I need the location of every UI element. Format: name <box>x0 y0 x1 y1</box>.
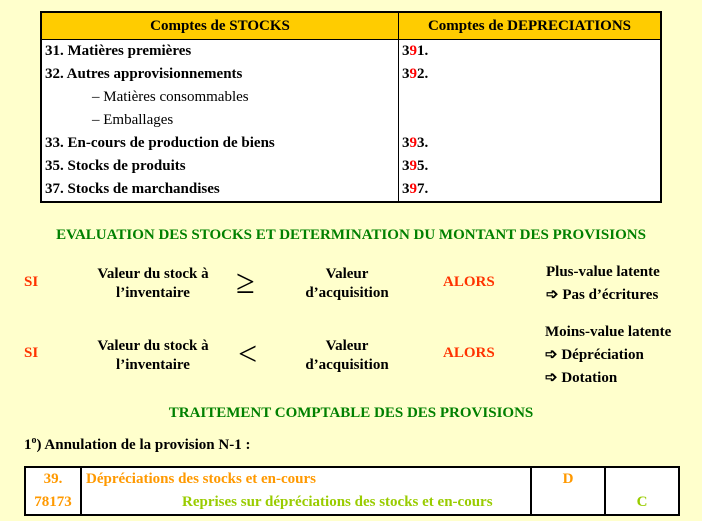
plus-value-result: Plus-value latente ➩ Pas d’écritures <box>546 264 660 303</box>
depreciation-account: 395. <box>399 155 662 178</box>
treatment-title: TRAITEMENT COMPTABLE DES DES PROVISIONS <box>168 405 534 421</box>
acquisition-value-label: Valeur d’acquisition <box>305 266 389 301</box>
greater-equal-symbol: ≥ <box>236 264 255 301</box>
entry-label: Reprises sur dépréciations des stocks et en-cours <box>81 491 531 515</box>
table-row <box>25 491 679 515</box>
debit-cell <box>531 491 605 515</box>
stock-account: 33. En-cours de production de biens <box>41 132 399 155</box>
si-label: SI <box>24 274 39 290</box>
arrow-right-icon: ➩ <box>546 287 559 303</box>
stock-value-label: Valeur du stock à l’inventaire <box>97 338 209 373</box>
depreciation-account: 391. <box>399 40 662 64</box>
alors-label: ALORS <box>443 274 495 290</box>
depreciation-account: 392. <box>399 63 662 86</box>
stock-account: 37. Stocks de marchandises <box>41 178 399 202</box>
step-1-heading: 1$^o$) Annulation de la provision N-1 : <box>24 435 251 453</box>
table-row <box>41 132 661 155</box>
account-number: 78173 <box>25 491 81 515</box>
entry-label: Dépréciations des stocks et en-cours <box>81 467 531 491</box>
stock-account: 31. Matières premières <box>41 40 399 64</box>
depreciation-account: 393. <box>399 132 662 155</box>
journal-entry-table <box>24 466 680 516</box>
credit-cell: C <box>605 491 679 515</box>
header-depreciations: Comptes de DEPRECIATIONS <box>399 12 662 40</box>
header-stocks: Comptes de STOCKS <box>41 12 399 40</box>
table-row <box>41 109 661 132</box>
acquisition-value-label: Valeur d’acquisition <box>305 338 389 373</box>
debit-cell: D <box>531 467 605 491</box>
evaluation-title: EVALUATION DES STOCKS ET DETERMINATION DU MONTANT DES PROVISIONS <box>56 227 646 243</box>
arrow-right-icon: ➩ <box>545 347 558 363</box>
table-row <box>41 155 661 178</box>
stock-account: 35. Stocks de produits <box>41 155 399 178</box>
less-than-symbol: < <box>238 336 258 373</box>
moins-value-result: Moins-value latente ➩ Dépréciation ➩ Dotation <box>545 324 672 386</box>
stock-sub-account: – Matières consommables <box>41 86 399 109</box>
credit-cell <box>605 467 679 491</box>
depreciation-account <box>399 109 662 132</box>
table-row <box>41 40 661 64</box>
depreciation-account: 397. <box>399 178 662 202</box>
arrow-right-icon: ➩ <box>545 370 558 386</box>
table-row <box>41 178 661 202</box>
stock-sub-account: – Emballages <box>41 109 399 132</box>
stock-accounts-table <box>40 11 662 203</box>
alors-label: ALORS <box>443 345 495 361</box>
si-label: SI <box>24 345 39 361</box>
table-row <box>41 63 661 86</box>
account-number: 39. <box>25 467 81 491</box>
table-header-row <box>41 12 661 40</box>
table-row <box>41 86 661 109</box>
stock-account: 32. Autres approvisionnements <box>41 63 399 86</box>
depreciation-account <box>399 86 662 109</box>
table-row <box>25 467 679 491</box>
stock-value-label: Valeur du stock à l’inventaire <box>97 266 209 301</box>
